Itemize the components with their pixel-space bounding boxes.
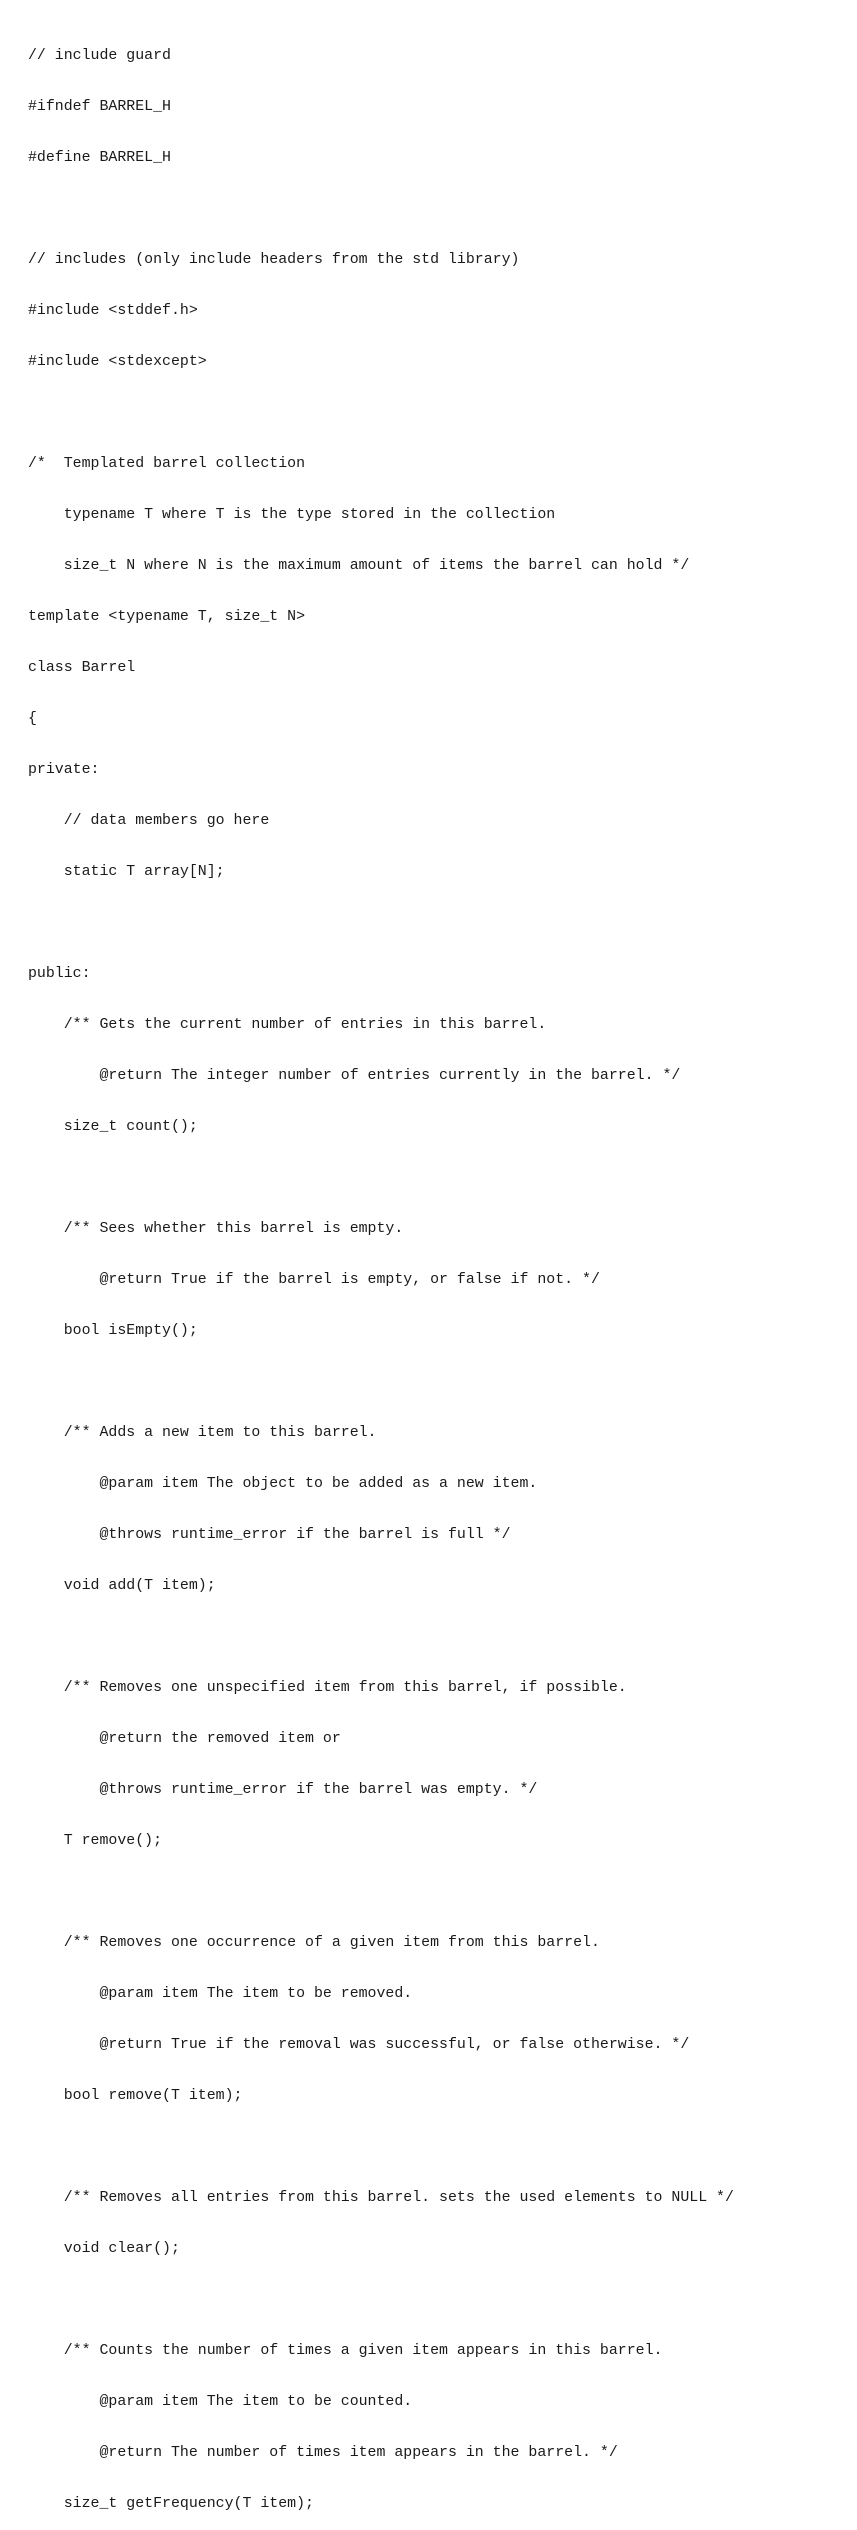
code-line: // includes (only include headers from the std library) xyxy=(28,252,520,268)
code-line: size_t count(); xyxy=(28,1119,198,1135)
code-line: @return The integer number of entries currently in the barrel. */ xyxy=(28,1068,681,1084)
code-line: /** Gets the current number of entries in this barrel. xyxy=(28,1017,547,1033)
code-line: @param item The item to be removed. xyxy=(28,1986,413,2002)
code-line: /** Removes one occurrence of a given item from this barrel. xyxy=(28,1935,600,1951)
code-line: #define BARREL_H xyxy=(28,150,171,166)
code-line: size_t N where N is the maximum amount of items the barrel can hold */ xyxy=(28,558,690,574)
code-line xyxy=(28,2292,857,2309)
code-line: /** Removes one unspecified item from this barrel, if possible. xyxy=(28,1680,627,1696)
code-line: // data members go here xyxy=(28,813,270,829)
code-line: @return True if the removal was successful, or false otherwise. */ xyxy=(28,2037,690,2053)
code-line: @throws runtime_error if the barrel was empty. */ xyxy=(28,1782,538,1798)
code-line: /** Sees whether this barrel is empty. xyxy=(28,1221,404,1237)
code-line: class Barrel xyxy=(28,660,136,676)
code-line: #include <stddef.h> xyxy=(28,303,198,319)
code-line xyxy=(28,2139,857,2156)
code-line: void add(T item); xyxy=(28,1578,216,1594)
code-line: /** Adds a new item to this barrel. xyxy=(28,1425,377,1441)
code-line: @return The number of times item appears in the barrel. */ xyxy=(28,2445,618,2461)
code-line: @param item The item to be counted. xyxy=(28,2394,413,2410)
code-line: typename T where T is the type stored in the collection xyxy=(28,507,556,523)
code-line xyxy=(28,201,857,218)
code-line xyxy=(28,1170,857,1187)
code-line: #ifndef BARREL_H xyxy=(28,99,171,115)
code-line: @param item The object to be added as a new item. xyxy=(28,1476,538,1492)
code-line: @return the removed item or xyxy=(28,1731,341,1747)
code-line xyxy=(28,405,857,422)
code-line: template <typename T, size_t N> xyxy=(28,609,306,625)
code-line: void clear(); xyxy=(28,2241,180,2257)
code-line: @throws runtime_error if the barrel is full */ xyxy=(28,1527,511,1543)
code-line: /* Templated barrel collection xyxy=(28,456,306,472)
code-line: public: xyxy=(28,966,91,982)
code-line xyxy=(28,915,857,932)
code-line: { xyxy=(28,711,37,727)
code-line: bool isEmpty(); xyxy=(28,1323,198,1339)
code-line xyxy=(28,1629,857,1646)
code-document xyxy=(28,14,857,2530)
code-line: static T array[N]; xyxy=(28,864,225,880)
code-line: size_t getFrequency(T item); xyxy=(28,2496,314,2512)
code-line: /** Removes all entries from this barrel. sets the used elements to NULL */ xyxy=(28,2190,734,2206)
code-line: T remove(); xyxy=(28,1833,163,1849)
code-line xyxy=(28,1374,857,1391)
code-line: bool remove(T item); xyxy=(28,2088,243,2104)
code-line: @return True if the barrel is empty, or false if not. */ xyxy=(28,1272,600,1288)
code-line: // include guard xyxy=(28,48,171,64)
code-line: private: xyxy=(28,762,100,778)
code-line xyxy=(28,1884,857,1901)
code-line: #include <stdexcept> xyxy=(28,354,207,370)
code-line: /** Counts the number of times a given item appears in this barrel. xyxy=(28,2343,663,2359)
